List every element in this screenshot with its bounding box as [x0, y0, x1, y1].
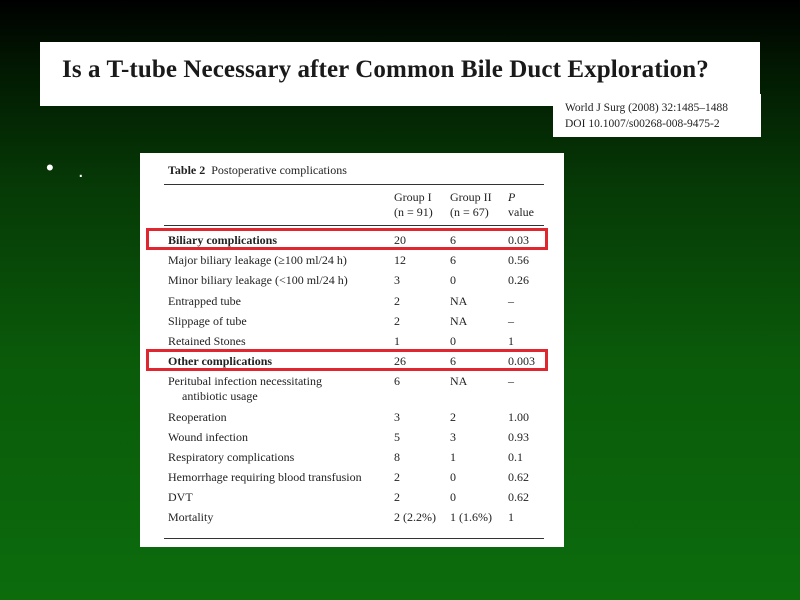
row-group1-value: 26 — [394, 354, 406, 368]
table-top-rule — [164, 184, 544, 185]
row-group1-value: 5 — [394, 430, 400, 444]
row-label: Hemorrhage requiring blood transfusion — [168, 470, 362, 484]
row-group1-value: 2 — [394, 294, 400, 308]
row-label: Minor biliary leakage (<100 ml/24 h) — [168, 273, 348, 287]
header-bottom-rule — [164, 225, 544, 226]
complications-table — [140, 153, 564, 547]
row-p-value: 1.00 — [508, 410, 529, 424]
citation-box — [553, 94, 761, 137]
row-label-continued: antibiotic usage — [182, 389, 258, 403]
row-label: Retained Stones — [168, 334, 246, 348]
row-group2-value: NA — [450, 314, 468, 328]
bullet-icon: • — [46, 155, 54, 180]
row-group1-value: 2 — [394, 314, 400, 328]
row-label: Mortality — [168, 510, 214, 524]
table-caption-label: Table 2 — [168, 163, 206, 177]
header-p: P — [508, 190, 516, 204]
row-label: Reoperation — [168, 410, 227, 424]
row-label: Other complications — [168, 354, 273, 368]
header-p-value: value — [508, 205, 534, 219]
slide-title: Is a T-tube Necessary after Common Bile Duct Exploration? — [62, 56, 709, 83]
row-group2-value: 2 — [450, 410, 456, 424]
header-group2-name: Group II — [450, 190, 492, 204]
row-group2-value: 0 — [450, 470, 456, 484]
row-p-value: 0.62 — [508, 470, 529, 484]
header-group1-name: Group I — [394, 190, 432, 204]
row-group2-value: 0 — [450, 334, 456, 348]
row-group2-value: 1 — [450, 450, 456, 464]
row-p-value: 0.003 — [508, 354, 535, 368]
row-p-value: – — [508, 294, 514, 308]
row-group2-value: 6 — [450, 354, 456, 368]
row-p-value: – — [508, 314, 514, 328]
row-p-value: 0.26 — [508, 273, 529, 287]
row-group2-value: 0 — [450, 273, 456, 287]
citation-journal: World J Surg (2008) 32:1485–1488 — [565, 102, 729, 114]
table-caption-title: Postoperative complications — [211, 163, 347, 177]
row-group2-value: 6 — [450, 233, 456, 247]
row-p-value: 0.1 — [508, 450, 523, 464]
row-label: Peritubal infection necessitating — [168, 374, 322, 388]
row-group1-value: 20 — [394, 233, 406, 247]
row-label: Entrapped tube — [168, 294, 241, 308]
row-group2-value: 1 (1.6%) — [450, 510, 492, 524]
row-p-value: 0.62 — [508, 490, 529, 504]
row-p-value: 0.56 — [508, 253, 529, 267]
row-group1-value: 3 — [394, 273, 400, 287]
citation-doi: DOI 10.1007/s00268-008-9475-2 — [565, 118, 720, 130]
row-label: Biliary complications — [168, 233, 277, 247]
row-group2-value: NA — [450, 374, 468, 388]
row-label: Major biliary leakage (≥100 ml/24 h) — [168, 253, 347, 267]
row-p-value: 0.93 — [508, 430, 529, 444]
row-p-value: 1 — [508, 510, 514, 524]
row-group1-value: 3 — [394, 410, 400, 424]
row-label: Slippage of tube — [168, 314, 247, 328]
row-p-value: 1 — [508, 334, 514, 348]
highlight-box — [146, 349, 548, 371]
highlight-box — [146, 228, 548, 250]
row-group1-value: 2 — [394, 470, 400, 484]
row-label: Respiratory complications — [168, 450, 295, 464]
row-group2-value: NA — [450, 294, 468, 308]
row-group1-value: 1 — [394, 334, 400, 348]
row-group2-value: 3 — [450, 430, 456, 444]
row-group1-value: 12 — [394, 253, 406, 267]
row-group1-value: 8 — [394, 450, 400, 464]
row-group2-value: 6 — [450, 253, 456, 267]
row-label: DVT — [168, 490, 193, 504]
row-p-value: 0.03 — [508, 233, 529, 247]
row-label: Wound infection — [168, 430, 249, 444]
row-p-value: – — [508, 374, 514, 388]
header-group1-count: (n = 91) — [394, 205, 433, 219]
table-caption — [168, 163, 347, 178]
row-group2-value: 0 — [450, 490, 456, 504]
table-bottom-rule — [164, 538, 544, 539]
row-group1-value: 6 — [394, 374, 400, 388]
header-group2-count: (n = 67) — [450, 205, 489, 219]
row-group1-value: 2 (2.2%) — [394, 510, 436, 524]
row-group1-value: 2 — [394, 490, 400, 504]
bullet-text: . — [78, 160, 84, 182]
